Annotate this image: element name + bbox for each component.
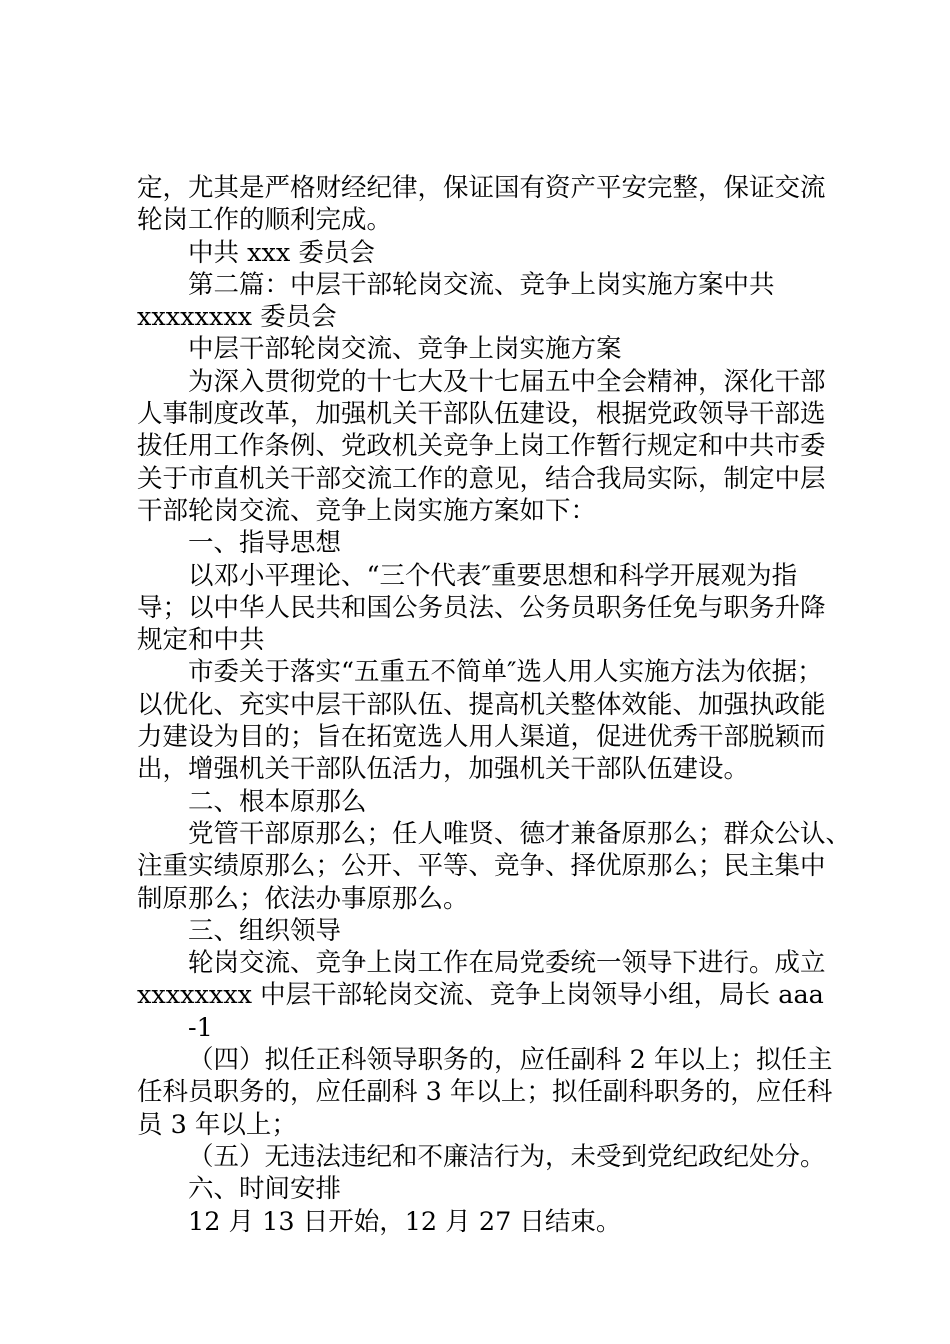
text-line: 中层干部轮岗交流、竞争上岗实施方案 [188,334,622,365]
text-line: 市委关于落实“五重五不简单″选人用人实施方法为依据； [188,657,823,688]
text-line: 出，增强机关干部队伍活力，加强机关干部队伍建设。 [137,754,750,785]
text-line: 第二篇：中层干部轮岗交流、竞争上岗实施方案中共 [188,269,775,300]
text-line: （四）拟任正科领导职务的，应任副科 2 年以上；拟任主 [188,1045,833,1076]
text-line: 规定和中共 [137,625,265,656]
text-line: xxxxxxxx 委员会 [137,302,337,333]
text-line: 12 月 13 日开始，12 月 27 日结束。 [188,1206,622,1237]
text-line: 以邓小平理论、“三个代表″重要思想和科学开展观为指 [188,560,798,591]
text-line: 干部轮岗交流、竞争上岗实施方案如下： [137,495,597,526]
text-line: 导；以中华人民共和国公务员法、公务员职务任免与职务升降 [137,592,826,623]
text-line: 轮岗交流、竞争上岗工作在局党委统一领导下进行。成立 [188,948,826,979]
text-line: xxxxxxxx 中层干部轮岗交流、竞争上岗领导小组，局长 aaa [137,980,824,1011]
text-line: 员 3 年以上； [137,1109,297,1140]
text-line: 三、组织领导 [188,915,342,946]
text-line: 中共 xxx 委员会 [188,237,375,268]
text-line: 党管干部原那么；任人唯贤、德才兼备原那么；群众公认、 [188,818,852,849]
text-line: 一、指导思想 [188,528,342,559]
text-line: -1 [188,1012,213,1043]
text-line: 注重实绩原那么；公开、平等、竞争、择优原那么；民主集中 [137,851,826,882]
text-line: 定，尤其是严格财经纪律，保证国有资产平安完整，保证交流 [137,173,826,203]
text-line: 人事制度改革，加强机关干部队伍建设，根据党政领导干部选 [137,399,826,430]
text-line: 拔任用工作条例、党政机关竞争上岗工作暂行规定和中共市委 [137,431,826,462]
text-line: 以优化、充实中层干部队伍、提高机关整体效能、加强执政能 [137,689,826,720]
text-line: 二、根本原那么 [188,786,367,817]
text-line: 六、时间安排 [188,1174,342,1205]
text-line: （五）无违法违纪和不廉洁行为，未受到党纪政纪处分。 [188,1141,826,1172]
text-line: 制原那么；依法办事原那么。 [137,883,469,914]
text-line: 任科员职务的，应任副科 3 年以上；拟任副科职务的，应任科 [137,1077,833,1108]
text-line: 力建设为目的；旨在拓宽选人用人渠道，促进优秀干部脱颖而 [137,722,826,753]
text-line: 轮岗工作的顺利完成。 [137,205,393,236]
text-line: 关于市直机关干部交流工作的意见，结合我局实际，制定中层 [137,463,826,494]
text-line: 为深入贯彻党的十七大及十七届五中全会精神，深化干部 [188,366,826,397]
document-body [137,172,852,1238]
